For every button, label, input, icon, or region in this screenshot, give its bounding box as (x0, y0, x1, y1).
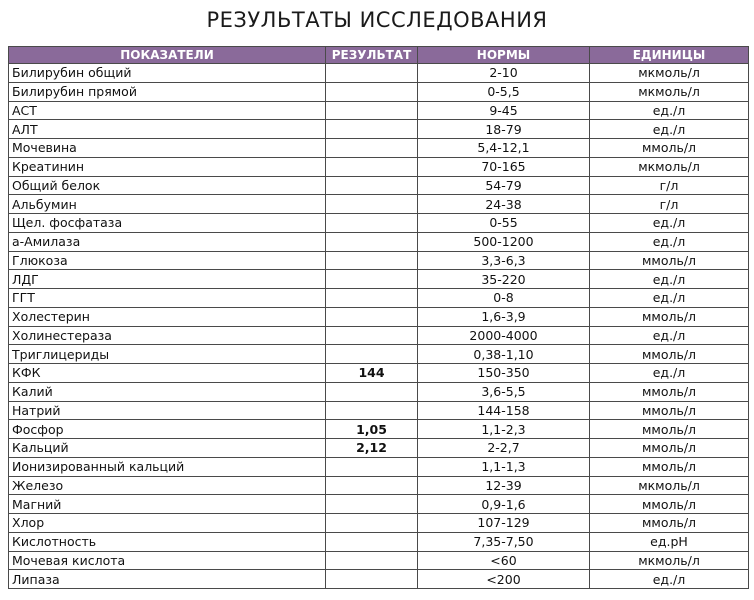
cell-name: Хлор (9, 514, 326, 533)
cell-result (326, 176, 418, 195)
cell-result: 1,05 (326, 420, 418, 439)
cell-unit: ммоль/л (590, 345, 749, 364)
cell-norm: 9-45 (418, 101, 590, 120)
cell-result (326, 232, 418, 251)
cell-result (326, 82, 418, 101)
table-row (9, 270, 749, 289)
cell-name: Билирубин общий (9, 64, 326, 83)
table-row (9, 345, 749, 364)
table-row (9, 382, 749, 401)
cell-result (326, 457, 418, 476)
cell-norm: 2-10 (418, 64, 590, 83)
cell-norm: 5,4-12,1 (418, 139, 590, 158)
header-unit: ЕДИНИЦЫ (590, 47, 749, 64)
cell-norm: 107-129 (418, 514, 590, 533)
table-row (9, 364, 749, 383)
cell-norm: 35-220 (418, 270, 590, 289)
cell-unit: ед./л (590, 270, 749, 289)
table-row (9, 176, 749, 195)
cell-result (326, 401, 418, 420)
cell-name: Железо (9, 476, 326, 495)
cell-unit: ед./л (590, 120, 749, 139)
table-row (9, 551, 749, 570)
cell-norm: 0-5,5 (418, 82, 590, 101)
cell-result (326, 289, 418, 308)
cell-norm: 70-165 (418, 157, 590, 176)
table-row (9, 420, 749, 439)
table-row (9, 195, 749, 214)
table-row (9, 401, 749, 420)
table-row (9, 457, 749, 476)
cell-name: Креатинин (9, 157, 326, 176)
cell-unit: ммоль/л (590, 439, 749, 458)
cell-result (326, 251, 418, 270)
cell-unit: мкмоль/л (590, 64, 749, 83)
cell-norm: 12-39 (418, 476, 590, 495)
cell-result (326, 382, 418, 401)
cell-name: Холинестераза (9, 326, 326, 345)
cell-unit: ммоль/л (590, 495, 749, 514)
cell-unit: ед./л (590, 101, 749, 120)
header-result: РЕЗУЛЬТАТ (326, 47, 418, 64)
cell-result (326, 139, 418, 158)
cell-unit: ед./л (590, 232, 749, 251)
cell-name: Щел. фосфатаза (9, 214, 326, 233)
table-row (9, 64, 749, 83)
cell-name: КФК (9, 364, 326, 383)
cell-norm: 1,1-1,3 (418, 457, 590, 476)
cell-result (326, 195, 418, 214)
cell-name: а-Амилаза (9, 232, 326, 251)
cell-name: Калий (9, 382, 326, 401)
cell-unit: мкмоль/л (590, 551, 749, 570)
cell-result (326, 532, 418, 551)
cell-norm: 18-79 (418, 120, 590, 139)
cell-norm: 0,9-1,6 (418, 495, 590, 514)
cell-result (326, 326, 418, 345)
cell-name: Кальций (9, 439, 326, 458)
cell-name: Глюкоза (9, 251, 326, 270)
header-name: ПОКАЗАТЕЛИ (9, 47, 326, 64)
cell-result (326, 570, 418, 589)
cell-norm: 1,6-3,9 (418, 307, 590, 326)
cell-name: ЛДГ (9, 270, 326, 289)
cell-result (326, 157, 418, 176)
cell-unit: ед./л (590, 289, 749, 308)
cell-unit: мкмоль/л (590, 476, 749, 495)
cell-norm: <60 (418, 551, 590, 570)
cell-norm: 7,35-7,50 (418, 532, 590, 551)
cell-unit: ед./л (590, 214, 749, 233)
cell-norm: 500-1200 (418, 232, 590, 251)
cell-result (326, 495, 418, 514)
table-row (9, 439, 749, 458)
cell-norm: 150-350 (418, 364, 590, 383)
cell-name: Триглицериды (9, 345, 326, 364)
cell-norm: 1,1-2,3 (418, 420, 590, 439)
cell-unit: ммоль/л (590, 139, 749, 158)
table-row (9, 101, 749, 120)
table-row (9, 570, 749, 589)
table-body (9, 64, 749, 589)
cell-name: Ионизированный кальций (9, 457, 326, 476)
cell-result (326, 307, 418, 326)
cell-unit: ед./л (590, 364, 749, 383)
cell-result (326, 101, 418, 120)
table-row (9, 532, 749, 551)
table-row (9, 251, 749, 270)
cell-result (326, 551, 418, 570)
cell-unit: ед./л (590, 326, 749, 345)
cell-name: Липаза (9, 570, 326, 589)
cell-name: Фосфор (9, 420, 326, 439)
cell-unit: ммоль/л (590, 251, 749, 270)
table-row (9, 232, 749, 251)
cell-unit: ммоль/л (590, 401, 749, 420)
cell-name: Мочевая кислота (9, 551, 326, 570)
cell-unit: ммоль/л (590, 457, 749, 476)
page-title: РЕЗУЛЬТАТЫ ИССЛЕДОВАНИЯ (206, 8, 548, 32)
table-row (9, 476, 749, 495)
cell-name: Холестерин (9, 307, 326, 326)
table-row (9, 289, 749, 308)
cell-unit: ммоль/л (590, 382, 749, 401)
cell-unit: г/л (590, 176, 749, 195)
cell-result: 2,12 (326, 439, 418, 458)
cell-norm: 0-8 (418, 289, 590, 308)
cell-result (326, 64, 418, 83)
cell-name: АСТ (9, 101, 326, 120)
cell-unit: мкмоль/л (590, 157, 749, 176)
cell-norm: 54-79 (418, 176, 590, 195)
cell-norm: 0,38-1,10 (418, 345, 590, 364)
table-row (9, 326, 749, 345)
cell-unit: г/л (590, 195, 749, 214)
cell-norm: 2000-4000 (418, 326, 590, 345)
cell-name: Натрий (9, 401, 326, 420)
cell-result (326, 270, 418, 289)
table-row (9, 139, 749, 158)
cell-unit: ммоль/л (590, 307, 749, 326)
table-row (9, 82, 749, 101)
cell-name: ГГТ (9, 289, 326, 308)
table-row (9, 157, 749, 176)
cell-name: Мочевина (9, 139, 326, 158)
table-row (9, 307, 749, 326)
cell-result (326, 214, 418, 233)
cell-unit: ед.рН (590, 532, 749, 551)
cell-result (326, 476, 418, 495)
table-row (9, 120, 749, 139)
cell-norm: 144-158 (418, 401, 590, 420)
header-norm: НОРМЫ (418, 47, 590, 64)
cell-name: АЛТ (9, 120, 326, 139)
cell-norm: 24-38 (418, 195, 590, 214)
cell-result (326, 345, 418, 364)
cell-name: Альбумин (9, 195, 326, 214)
cell-unit: ед./л (590, 570, 749, 589)
cell-unit: мкмоль/л (590, 82, 749, 101)
table-header-row (9, 47, 749, 64)
cell-result (326, 514, 418, 533)
cell-unit: ммоль/л (590, 420, 749, 439)
results-table (8, 46, 749, 589)
table-row (9, 514, 749, 533)
cell-name: Кислотность (9, 532, 326, 551)
cell-name: Общий белок (9, 176, 326, 195)
cell-unit: ммоль/л (590, 514, 749, 533)
cell-norm: 3,3-6,3 (418, 251, 590, 270)
cell-norm: 2-2,7 (418, 439, 590, 458)
cell-name: Магний (9, 495, 326, 514)
cell-norm: <200 (418, 570, 590, 589)
cell-name: Билирубин прямой (9, 82, 326, 101)
cell-norm: 0-55 (418, 214, 590, 233)
cell-result: 144 (326, 364, 418, 383)
cell-norm: 3,6-5,5 (418, 382, 590, 401)
table-row (9, 495, 749, 514)
cell-result (326, 120, 418, 139)
table-row (9, 214, 749, 233)
